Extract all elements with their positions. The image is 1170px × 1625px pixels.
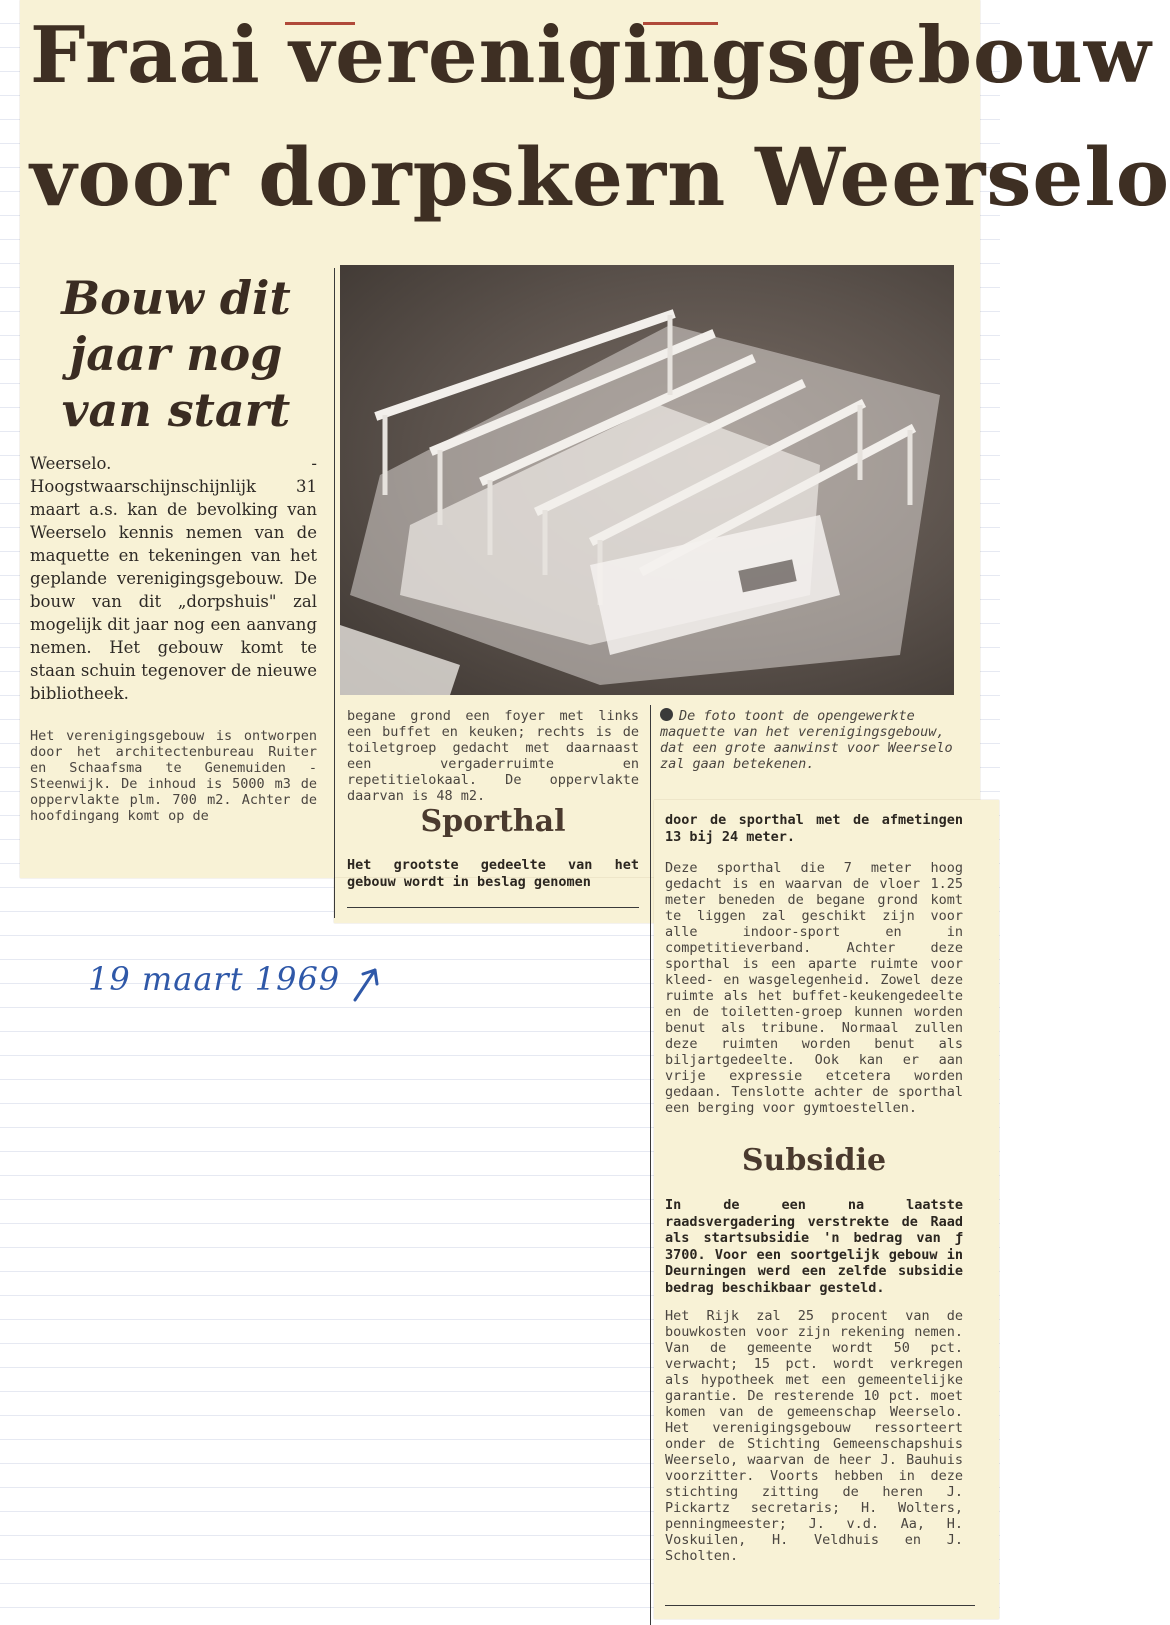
col1-paragraph: Het verenigingsgebouw is ontworpen door het architectenbureau Ruiter en Schaafsma te Genemuiden - Steenwijk. De inhoud is 5000 m3 de oppervlakte plm. 700 m2. Achter de hoofdingang komt op de	[30, 728, 317, 824]
maquette-photo	[340, 265, 954, 695]
section-heading-subsidie: Subsidie	[741, 1143, 887, 1178]
subsidie-lead: In de een na laatste raadsvergadering verstrekte de Raad als startsubsidie 'n bedrag van ƒ 3700. Voor een soortgelijk gebouw in Deurningen werd een zelfde subsidie bedrag beschikbaar gesteld.	[665, 1197, 963, 1296]
handwritten-arrow-icon	[345, 958, 395, 1008]
col2-paragraph: begane grond een foyer met links een buffet en keuken; rechts is de toiletgroep gedacht met daarnaast een vergaderruimte en repetitielokaal. De oppervlakte daarvan is 48 m2.	[347, 708, 639, 804]
maquette-drawing	[340, 265, 954, 695]
column-divider	[334, 268, 335, 918]
intro-paragraph: Weerselo. - Hoogstwaarschijnschijnlijk 31 maart a.s. kan de bevolking van Weerselo kennis nemen van de maquette en tekeningen van het geplande verenigingsgebouw. De bouw van dit „dorpshuis" zal mogelijk dit jaar nog een aanvang nemen. Het gebouw komt te staan schuin tegenover de nieuwe bibliotheek.	[30, 454, 317, 703]
section-heading-sporthal: Sporthal	[420, 804, 566, 839]
column-divider	[650, 705, 651, 1625]
subsidie-paragraph: Het Rijk zal 25 procent van de bouwkosten voor zijn rekening nemen. Van de gemeente wordt 50 pct. verwacht; 15 pct. wordt verkregen als hypotheek met een gemeentelijke garantie. De resterende 10 pct. moet komen van de gemeenschap Weerselo. Het verenigingsgebouw ressorteert onder de Stichting Gemeenschapshuis Weerselo, waarvan de heer J. Bauhuis voorzitter. Voorts hebben in deze stichting zitting de heren J. Pickartz secretaris; H. Wolters, penningmeester; J. v.d. Aa, H. Voskuilen, H. Veldhuis en J. Scholten.	[665, 1308, 963, 1564]
sporthal-paragraph: Deze sporthal die 7 meter hoog gedacht is en waarvan de vloer 1.25 meter beneden de begane grond komt te liggen zal geschikt zijn voor alle indoor-sport en in competitieverband. Achter deze sporthal is een aparte ruimte voor kleed- en wasgelegenheid. Zowel deze ruimte als het buffet-keukengedeelte en de toiletten-groep kunnen worden benut als tribune. Normaal zullen deze ruimten worden benut als biljartgedeelte. Ook kan er aan vrije expressie etcetera worden gedaan. Tenslotte achter de sporthal een berging voor gymtoestellen.	[665, 860, 963, 1116]
sporthal-lead: Het grootste gedeelte van het gebouw wordt in beslag genomen	[347, 857, 639, 890]
column-end-rule	[347, 907, 639, 908]
subheadline: Bouw dit jaar nog van start	[61, 271, 291, 437]
sporthal-lead-continued: door de sporthal met de afmetingen 13 bij 24 meter.	[665, 812, 963, 845]
photo-caption-text: De foto toont de opengewerkte maquette van het verenigingsgebouw, dat een grote aanwinst voor Weerselo zal gaan betekenen.	[660, 708, 953, 772]
column-end-rule	[665, 1605, 975, 1606]
bullet-icon	[660, 708, 673, 721]
photo-caption	[660, 708, 960, 772]
handwritten-date: 19 maart 1969	[88, 960, 341, 998]
headline-line-1: Fraai verenigingsgebouw	[30, 10, 1152, 101]
headline-line-2: voor dorpskern Weerselo	[30, 130, 1170, 224]
